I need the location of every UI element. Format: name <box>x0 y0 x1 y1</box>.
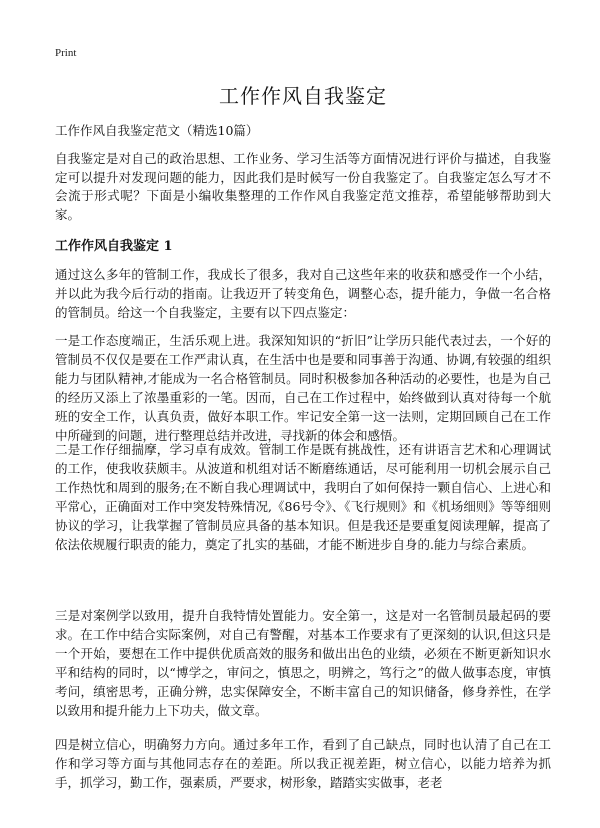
body-paragraph: 一是工作态度端正，生活乐观上进。我深知知识的“折旧”让学历只能代表过去，一个好的管制员不仅仅是要在工作严肃认真，在生活中也是要和同事善于沟通、协调,有较强的组织能力与团队精神,才能成为一名合格管制员。同时积极参加各种活动的必要性，也是为自己的经历又添上了浓墨重彩的一笔。因而，自己在工作过程中，始终做到认真对待每一个航班的安全工作，认真负责，做好本职工作。牢记安全第一这一法则，定期回顾自己在工作中所碰到的问题，进行整理总结并改进，寻找新的体会和感悟。 <box>55 333 551 443</box>
body-paragraph: 三是对案例学以致用，提升自我特情处置能力。安全第一，这是对一名管制员最起码的要求。在工作中结合实际案例，对自己有警醒，对基本工作要求有了更深刻的认识,但这只是一个开始，要想在工作中提供优质高效的服务和做出出色的业绩，必须在不断更新知识水平和结构的同时，以“博学之，审问之，慎思之，明辨之，笃行之”的做人做事态度，审慎考问，缜密思考，正确分辨，忠实保障安全，不断丰富自己的知识储备，修身养性，在学以致用和提升能力上下功夫，做文章。 <box>55 608 551 718</box>
document-title: 工作作风自我鉴定 <box>219 84 387 108</box>
body-paragraph: 二是工作仔细揣摩，学习卓有成效。管制工作是既有挑战性，还有讲语言艺术和心理调试的工作，使我收获颇丰。从波道和机组对话不断磨练通话，尽可能利用一切机会展示自己工作热忱和周到的服务;在不断自我心理调试中，我明白了如何保持一颗自信心、上进心和平常心，正确面对工作中突发特殊情况,《86号令》、《飞行规则》和《机场细则》等等细则协议的学习，让我掌握了管制员应具备的基本知识。但是我还是要重复阅读理解，提高了依法依规履行职责的能力，奠定了扎实的基础，才能不断进步自身的.能力与综合素质。 <box>55 442 551 552</box>
body-paragraph: 通过这么多年的管制工作，我成长了很多，我对自己这些年来的收获和感受作一个小结，并以此为我今后行动的指南。让我迈开了转变角色，调整心态，提升能力，争做一名合格的管制员。给这一个自我鉴定，主要有以下四点鉴定： <box>55 267 551 320</box>
intro-paragraph: 自我鉴定是对自己的政治思想、工作业务、学习生活等方面情况进行评价与描述，自我鉴定可以提升对发现问题的能力，因此我们是时候写一份自我鉴定了。自我鉴定怎么写才不会流于形式呢？下面是小编收集整理的工作作风自我鉴定范文推荐，希望能够帮助到大家。 <box>55 151 551 222</box>
body-paragraph: 四是树立信心，明确努力方向。通过多年工作，看到了自己缺点，同时也认清了自己在工作和学习等方面与其他同志存在的差距。所以我正视差距，树立信心，以能力培养为抓手，抓学习，勤工作，强素质，严要求，树形象，踏踏实实做事，老老 <box>55 737 551 790</box>
print-link[interactable]: Print <box>55 47 77 59</box>
section-heading: 工作作风自我鉴定 1 <box>55 239 173 254</box>
document-subtitle: 工作作风自我鉴定范文（精选10篇） <box>55 123 259 138</box>
